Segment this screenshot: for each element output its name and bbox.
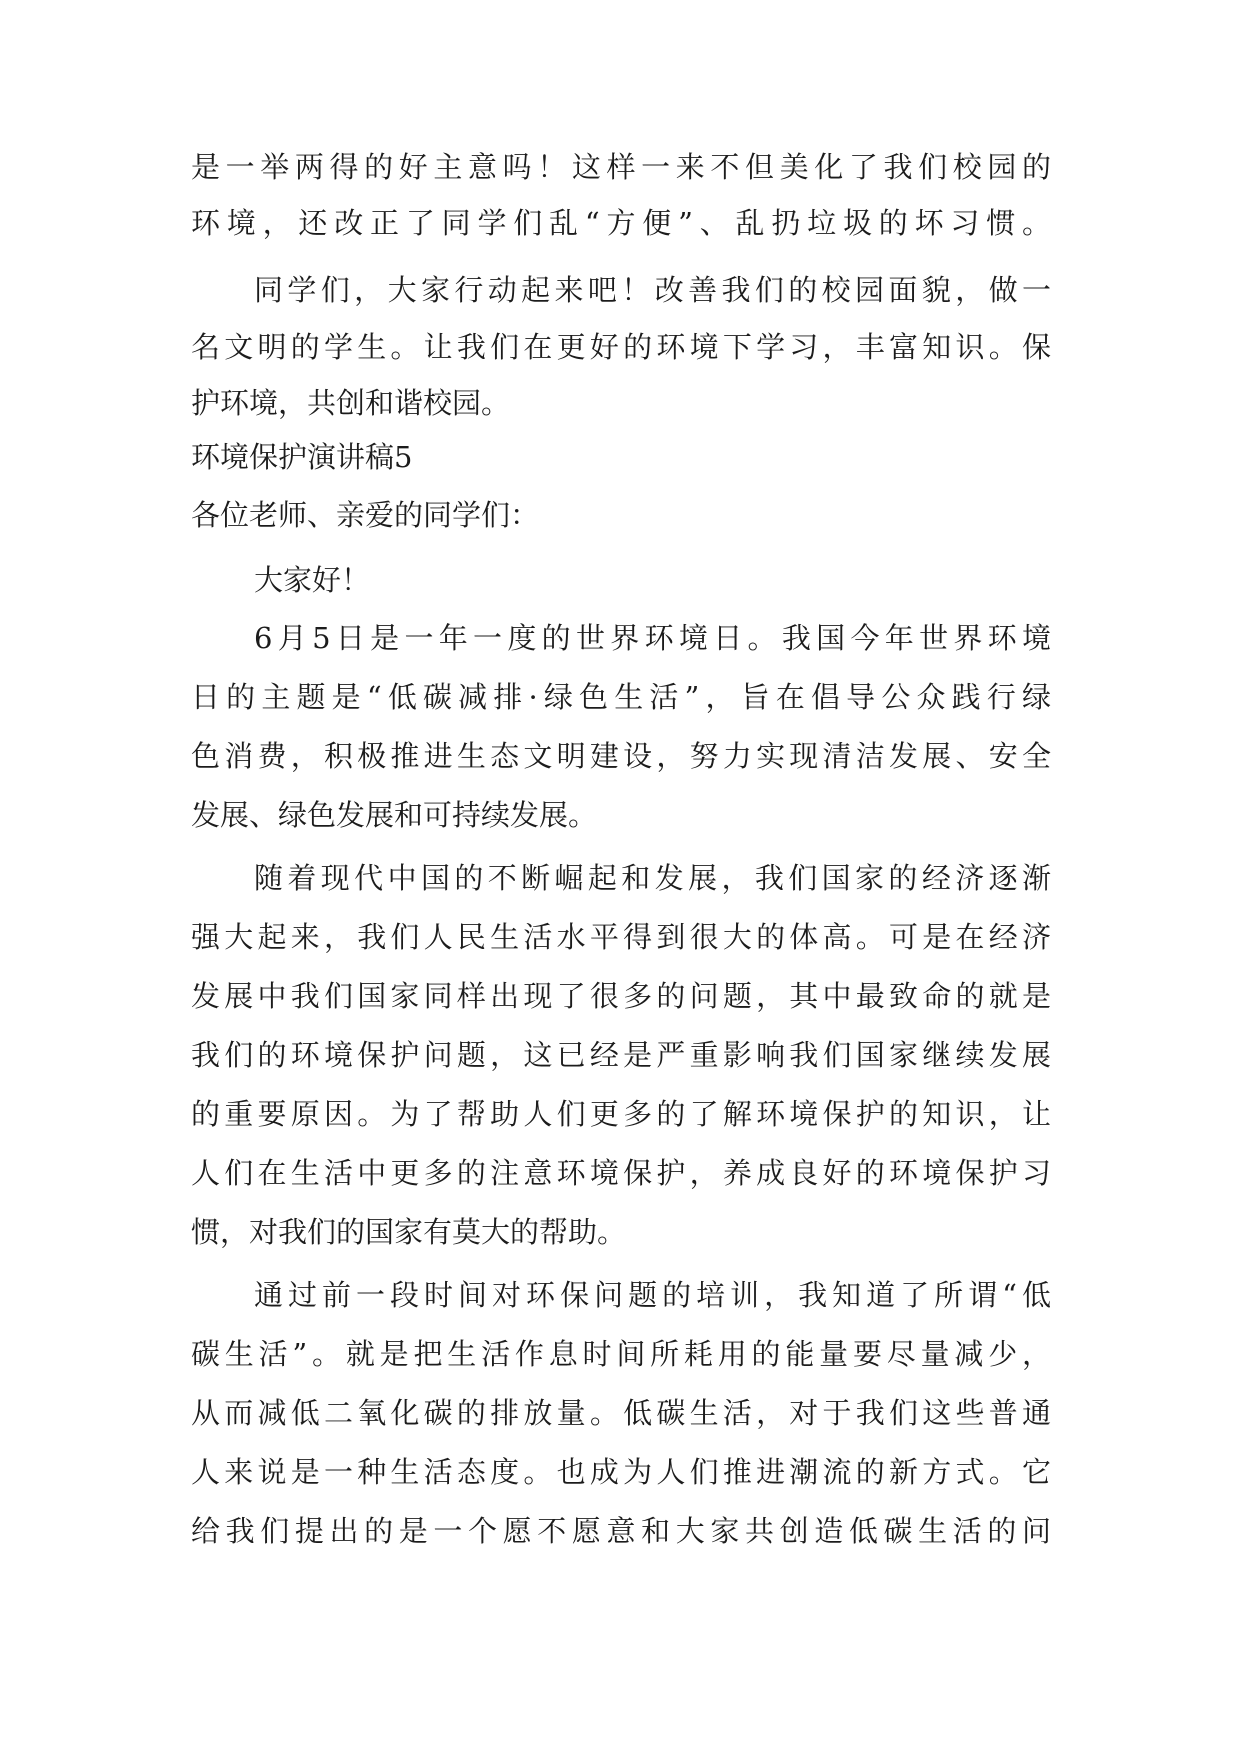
text-line: 碳生活”。就是把生活作息时间所耗用的能量要尽量减少，	[191, 1337, 1051, 1371]
text-line: 发展、绿色发展和可持续发展。	[191, 798, 598, 832]
text-line: 我们的环境保护问题，这已经是严重影响我们国家继续发展	[191, 1038, 1051, 1072]
greeting: 大家好！	[254, 563, 371, 597]
text-line: 护环境，共创和谐校园。	[191, 386, 511, 420]
text-line: 人来说是一种生活态度。也成为人们推进潮流的新方式。它	[191, 1455, 1051, 1489]
text-line: 发展中我们国家同样出现了很多的问题，其中最致命的就是	[191, 979, 1051, 1013]
text-line: 日的主题是“低碳减排·绿色生活”，旨在倡导公众践行绿	[191, 680, 1051, 714]
text-line: 同学们，大家行动起来吧！改善我们的校园面貌，做一	[254, 273, 1051, 307]
text-line: 从而减低二氧化碳的排放量。低碳生活，对于我们这些普通	[191, 1396, 1051, 1430]
text-line: 给我们提出的是一个愿不愿意和大家共创造低碳生活的问	[191, 1514, 1051, 1548]
text-line: 随着现代中国的不断崛起和发展，我们国家的经济逐渐	[254, 861, 1051, 895]
text-line: 强大起来，我们人民生活水平得到很大的体高。可是在经济	[191, 920, 1051, 954]
text-line: 6月5日是一年一度的世界环境日。我国今年世界环境	[254, 621, 1051, 655]
text-line: 通过前一段时间对环保问题的培训，我知道了所谓“低	[254, 1278, 1051, 1312]
text-line: 的重要原因。为了帮助人们更多的了解环境保护的知识，让	[191, 1097, 1051, 1131]
text-line: 色消费，积极推进生态文明建设，努力实现清洁发展、安全	[191, 739, 1051, 773]
section-heading: 环境保护演讲稿5	[191, 440, 413, 474]
text-line: 名文明的学生。让我们在更好的环境下学习，丰富知识。保	[191, 330, 1051, 364]
text-line: 是一举两得的好主意吗！这样一来不但美化了我们校园的	[191, 150, 1051, 184]
text-line: 环境，还改正了同学们乱“方便”、乱扔垃圾的坏习惯。	[191, 206, 1051, 240]
salutation: 各位老师、亲爱的同学们：	[191, 498, 540, 532]
text-line: 惯，对我们的国家有莫大的帮助。	[191, 1215, 627, 1249]
text-line: 人们在生活中更多的注意环境保护，养成良好的环境保护习	[191, 1156, 1051, 1190]
